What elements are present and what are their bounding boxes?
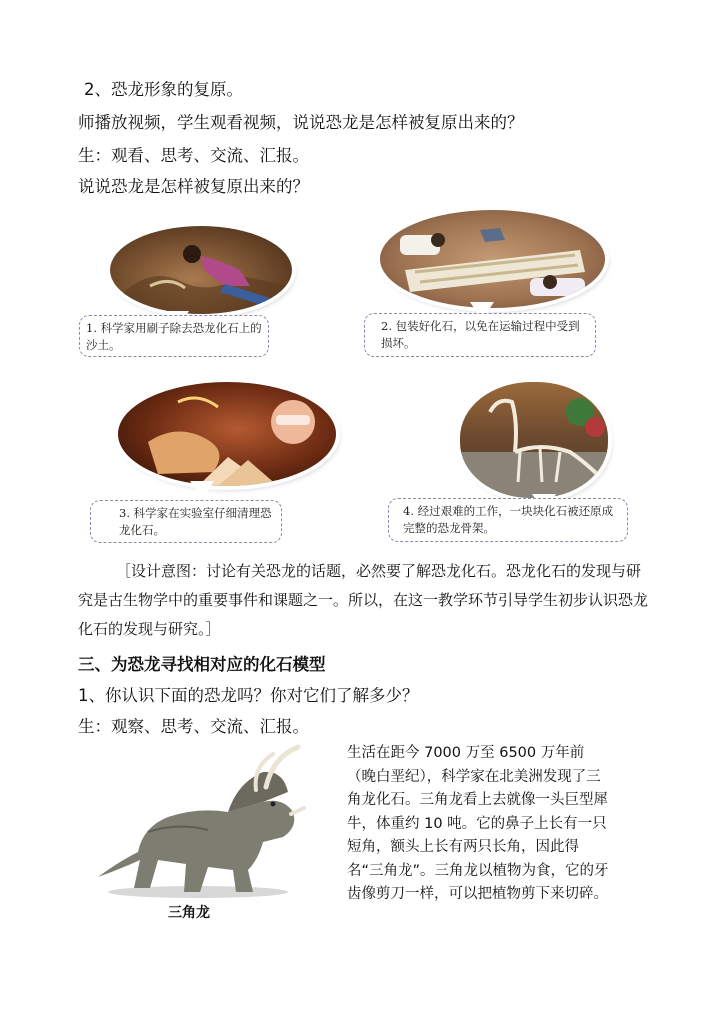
triceratops-image	[88, 742, 308, 902]
discussion-question: 说说恐龙是怎样被复原出来的？	[78, 177, 309, 196]
triceratops-label: 三角龙	[168, 905, 210, 921]
panel1-caption: 1. 科学家用刷子除去恐龙化石上的沙土。	[79, 315, 269, 357]
fossil-packing-photo	[380, 210, 605, 308]
student-activity-2: 生：观察、思考、交流、汇报。	[78, 717, 309, 736]
fossil-brushing-photo	[110, 226, 292, 314]
panel3-caption: 3. 科学家在实验室仔细清理恐龙化石。	[90, 500, 282, 543]
dinosaur-skeleton-photo	[460, 382, 608, 498]
panel2-caption: 2. 包装好化石，以免在运输过程中受到损坏。	[364, 313, 596, 357]
triceratops-description: 生活在距今 7000 万至 6500 万年前（晚白垩纪），科学家在北美洲发现了三角龙化石。三角龙看上去就像一头巨型犀牛，体重约 10 吨。它的鼻子上长有一只短角，额头上长有两只长角，因此得名“三角龙”。三角龙以植物为食，它的牙齿像剪刀一样，可以把植物剪下来切碎。	[347, 745, 609, 902]
section-heading-fossil-matching: 三、为恐龙寻找相对应的化石模型	[78, 655, 326, 674]
teacher-instruction: 师播放视频，学生观看视频，说说恐龙是怎样被复原出来的？	[78, 113, 524, 132]
design-intent-note: ［设计意图：讨论有关恐龙的话题，必然要了解恐龙化石。恐龙化石的发现与研究是古生物学中的重要事件和课题之一。所以，在这一教学环节引导学生初步认识恐龙化石的发现与研究。］	[78, 562, 649, 638]
student-activity: 生：观看、思考、交流、汇报。	[78, 146, 309, 165]
question-1: 1、你认识下面的恐龙吗？你对它们了解多少？	[78, 686, 419, 705]
panel3-pointer	[190, 481, 214, 499]
panel4-caption: 4. 经过艰难的工作，一块块化石被还原成完整的恐龙骨架。	[388, 498, 628, 542]
laboratory-cleaning-photo	[118, 382, 336, 486]
section-heading-restoration: 2、恐龙形象的复原。	[84, 80, 243, 99]
